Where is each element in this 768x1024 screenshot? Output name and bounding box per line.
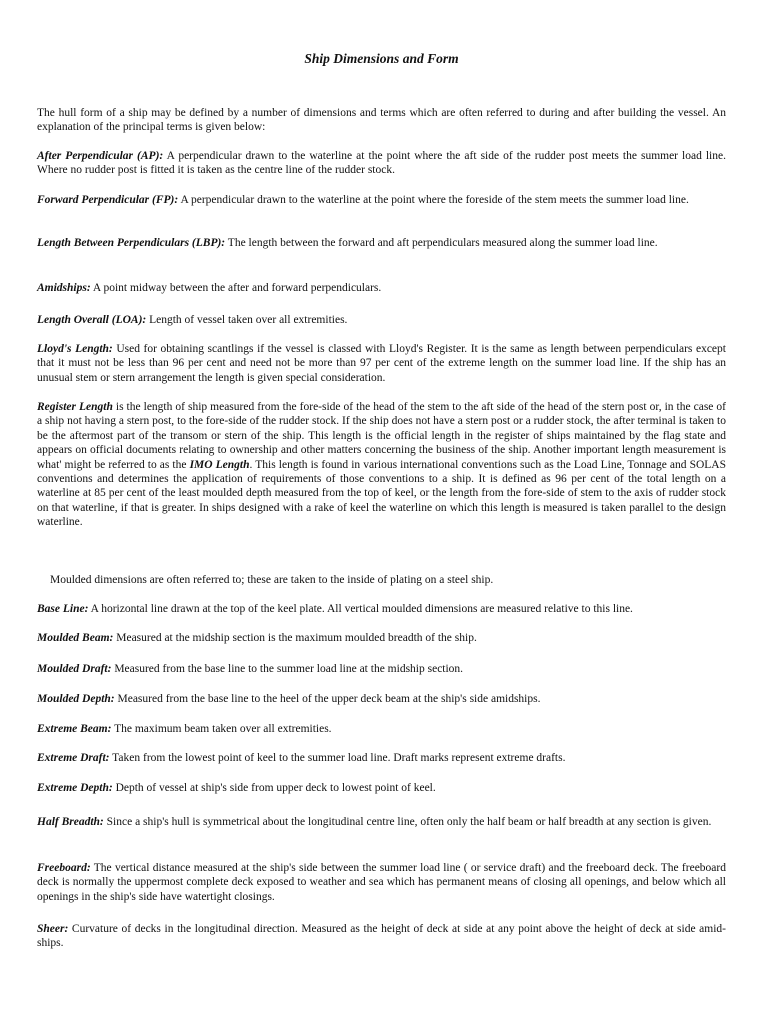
definition-sheer	[37, 922, 726, 951]
definition-freeboard	[37, 861, 726, 904]
term-label: Extreme Draft:	[37, 752, 110, 764]
term-label: Sheer:	[37, 923, 69, 935]
term-text: Taken from the lowest point of keel to the summer load line. Draft marks represent extreme drafts.	[109, 752, 566, 764]
page-title: Ship Dimensions and Form	[304, 51, 459, 66]
term-label: Lloyd's Length:	[37, 343, 113, 355]
term-text: A perpendicular drawn to the waterline at the point where the foreside of the stem meets the summer load line.	[178, 194, 689, 206]
term-label: Base Line:	[37, 603, 89, 615]
term-text: The vertical distance measured at the ship's side between the summer load line ( or service draft) and the freeboard deck. The freeboard deck is normally the uppermost complete deck exposed to weather and sea which has permanent means of closing all openings, and below which all openings in the ship's side have watertight closings.	[37, 862, 726, 903]
definition-lloyds-length	[37, 342, 726, 385]
term-label: Freeboard:	[37, 862, 91, 874]
term-label: Extreme Beam:	[37, 723, 112, 735]
term-text: Measured from the base line to the heel of the upper deck beam at the ship's side amidships.	[114, 693, 541, 705]
term-text: Depth of vessel at ship's side from upper deck to lowest point of keel.	[112, 782, 436, 794]
term-label: Moulded Depth:	[37, 693, 115, 705]
term-label-imo-length: IMO Length	[189, 458, 250, 471]
term-label: Extreme Depth:	[37, 782, 113, 794]
definition-lbp	[37, 236, 726, 250]
definition-base-line	[37, 602, 726, 616]
definition-extreme-beam	[37, 722, 726, 736]
term-text: The length between the forward and aft perpendiculars measured along the summer load line.	[225, 237, 658, 249]
definition-loa	[37, 313, 726, 327]
term-text: . This length is found in various international conventions such as the Load Line, Tonnage and SOLAS conventions and determines the application of requirements of those conventions to a ship. It is defined as 96 per cent of the total length on a waterline at 85 per cent of the least moulded depth measured from the top of keel, or the length from the fore-side of stem to the axis of rudder stock on that waterline, if that is greater. In ships designed with a rake of keel the waterline on which this length is measured is taken parallel to the design waterline.	[37, 458, 727, 529]
term-label: Length Overall (LOA):	[37, 314, 147, 326]
term-text: Moulded dimensions are often referred to; these are taken to the inside of plating on a steel ship.	[50, 574, 494, 586]
definition-half-breadth	[37, 815, 726, 829]
term-label: After Perpendicular (AP):	[37, 150, 164, 162]
definition-moulded-depth	[37, 692, 726, 706]
definition-register-length	[37, 400, 726, 530]
term-text: Curvature of decks in the longitudinal direction. Measured as the height of deck at side at any point above the height of deck at side amid- ships.	[37, 923, 726, 950]
definition-extreme-depth	[37, 781, 726, 795]
term-text: is the length of ship measured from the fore-side of the head of the stem to the aft side of the head of the stern post or, in the case of a ship not having a stern post, to the fore-side of the rudder stock. If the ship does not have a stern post or a rudder stock, the after terminal is taken to be the aftermost part of the transom or stern of the ship. This length is the official length in the register of ships maintained by the flag state and appears on official documents relating to ownership and other matters concerning the business of the ship. Another important length measurement is what' might be referred to as the	[37, 401, 726, 471]
term-text: Since a ship's hull is symmetrical about the longitudinal centre line, often only the half beam or half breadth at any section is given.	[103, 816, 712, 828]
term-text: A perpendicular drawn to the waterline at the point where the aft side of the rudder post meets the summer load line. Where no rudder post is fitted it is taken as the centre line of the rudder stock.	[37, 150, 726, 177]
definition-moulded-draft	[37, 662, 726, 676]
definition-forward-perpendicular	[37, 193, 726, 207]
term-label: Register Length	[37, 401, 113, 413]
moulded-dimensions-intro	[37, 573, 726, 587]
term-text: Used for obtaining scantlings if the vessel is classed with Lloyd's Register. It is the same as length between perpendiculars except that it must not be less than 96 per cent and need not be more than 97 per cent of the extreme length on the summer load line. If the ship has an unusual stem or stern arrangement the length is given special consideration.	[37, 343, 726, 384]
term-label: Forward Perpendicular (FP):	[37, 194, 179, 206]
intro-paragraph: The hull form of a ship may be defined by a number of dimensions and terms which are often referred to during and after building the vessel. An explanation of the principal terms is given below:	[37, 107, 726, 134]
definition-amidships	[37, 281, 726, 295]
term-text: Measured at the midship section is the maximum moulded breadth of the ship.	[113, 632, 477, 644]
definition-extreme-draft	[37, 751, 726, 765]
term-label: Moulded Draft:	[37, 663, 112, 675]
term-label: Length Between Perpendiculars (LBP):	[37, 237, 226, 249]
definition-moulded-beam	[37, 631, 726, 645]
term-text: A horizontal line drawn at the top of the keel plate. All vertical moulded dimensions are measured relative to this line.	[88, 603, 633, 615]
term-text: Length of vessel taken over all extremities.	[146, 314, 348, 326]
term-label: Moulded Beam:	[37, 632, 114, 644]
term-text: The maximum beam taken over all extremities.	[111, 723, 332, 735]
term-text: A point midway between the after and forward perpendiculars.	[90, 282, 382, 294]
term-text: Measured from the base line to the summer load line at the midship section.	[111, 663, 464, 675]
definition-after-perpendicular	[37, 149, 726, 178]
term-label: Amidships:	[37, 282, 91, 294]
term-label: Half Breadth:	[37, 816, 104, 828]
